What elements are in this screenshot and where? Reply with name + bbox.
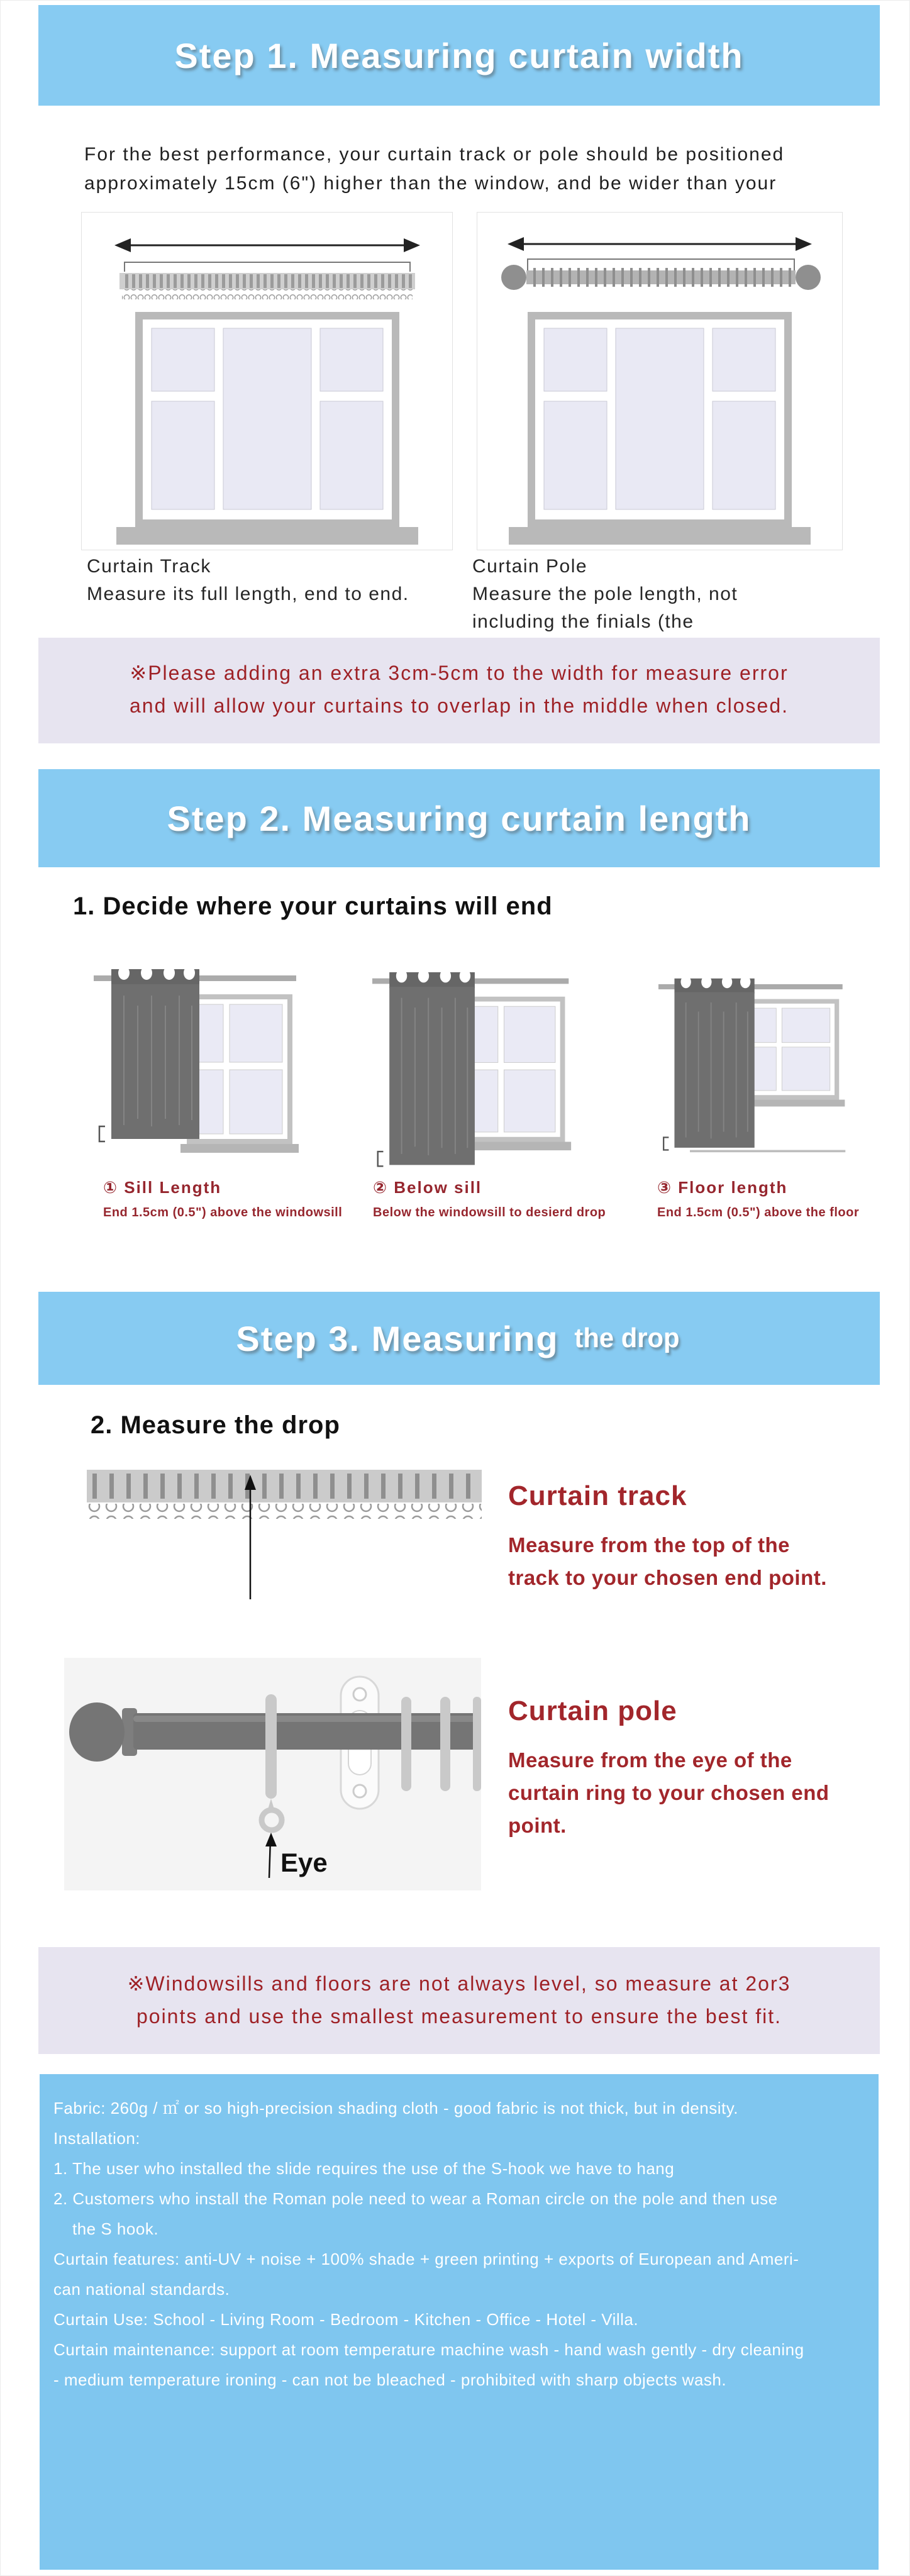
intro-line-2: approximately 15cm (6") higher than the window, and be wider than your [84, 173, 777, 194]
arrow-left-head [508, 237, 524, 251]
note1-line2: and will allow your curtains to overlap in the middle when closed. [129, 694, 789, 717]
pole-drop-illustration [64, 1658, 481, 1890]
window-pane [782, 1047, 830, 1091]
eye-label: Eye [280, 1848, 328, 1877]
window-sill [509, 527, 811, 545]
track-drop-text [508, 1480, 827, 1594]
pole-caption [472, 553, 738, 636]
track-drop-line2: track to your chosen end point. [508, 1566, 827, 1589]
option-caption-below-sill [373, 1177, 606, 1222]
window-pane [544, 401, 607, 509]
bracket-screw [353, 1785, 366, 1797]
curtain-ring [440, 1697, 450, 1791]
curtain-ring [401, 1697, 411, 1791]
step2-banner-title: Step 2. Measuring curtain length [167, 798, 752, 838]
grommet [396, 969, 407, 982]
track-caption [87, 553, 409, 608]
pole-drop-title: Curtain pole [508, 1696, 677, 1726]
track-drop-diagram [87, 1470, 482, 1602]
window-pane [544, 328, 607, 391]
grommet [418, 969, 429, 982]
option-label: ② Below sill [373, 1178, 482, 1197]
info-line: - medium temperature ironing - can not be bleached - prohibited with sharp objects wash. [53, 2370, 727, 2389]
window-pane [230, 1070, 282, 1134]
curtain-ring [473, 1697, 481, 1791]
pole-drop-line3: point. [508, 1814, 567, 1837]
pole-caption-line1: Measure the pole length, not [472, 584, 738, 604]
window-pane [197, 1070, 223, 1134]
track-caption-body: Measure its full length, end to end. [87, 584, 409, 604]
window-pane [197, 1004, 223, 1062]
arrow-right-head [404, 238, 420, 252]
option-desc: Below the windowsill to desierd drop [373, 1206, 606, 1219]
info-line: Curtain maintenance: support at room temperature machine wash - hand wash gently - dry cleaning [53, 2340, 804, 2359]
pole-drop-line1: Measure from the eye of the [508, 1748, 792, 1772]
note2-line1: ※Windowsills and floors are not always level, so measure at 2or3 [127, 1972, 791, 1995]
window-pane [713, 328, 775, 391]
measure-bracket [125, 262, 410, 272]
below-sill-diagram [372, 968, 574, 1175]
info-line: 1. The user who installed the slide requires the use of the S-hook we have to hang [53, 2159, 675, 2178]
ring-eye [262, 1810, 282, 1830]
window-sill [180, 1144, 299, 1153]
step3-heading: 2. Measure the drop [91, 1411, 340, 1439]
track-caption-title: Curtain Track [87, 556, 211, 577]
window-pane [504, 1070, 555, 1132]
arrow-left-head [114, 238, 131, 252]
pole-caption-title: Curtain Pole [472, 556, 588, 577]
info-line: Curtain features: anti-UV + noise + 100% shade + green printing + exports of European and Ameri- [53, 2250, 799, 2268]
sill-length-illustration [94, 968, 301, 1175]
pole-drop-text [508, 1695, 830, 1842]
info-line: Curtain Use: School - Living Room - Bedroom - Kitchen - Office - Hotel - Villa. [53, 2310, 639, 2329]
window-pane [472, 1006, 498, 1062]
window-pane [472, 1070, 498, 1132]
note2-line2: points and use the smallest measurement to ensure the best fit. [136, 2005, 782, 2028]
grommet [701, 975, 711, 988]
grommet [440, 969, 451, 982]
track-drop-illustration [87, 1470, 482, 1602]
grommet [722, 975, 732, 988]
length-bracket [99, 1126, 105, 1141]
intro-line-1: For the best performance, your curtain track or pole should be positioned [84, 144, 785, 165]
width-measure-note [38, 638, 880, 743]
step3-banner-subtitle: the drop [574, 1323, 680, 1353]
option-caption-floor-length [657, 1177, 859, 1222]
length-bracket [378, 1152, 384, 1166]
option-caption-sill-length [103, 1177, 342, 1222]
grommet [740, 975, 750, 988]
curtain-pole-window-diagram [477, 212, 843, 550]
window-pane [713, 401, 775, 509]
track-drop-title: Curtain track [508, 1480, 687, 1511]
pole-drop-line2: curtain ring to your chosen end [508, 1781, 830, 1804]
option-label: ① Sill Length [103, 1178, 222, 1197]
track-drop-line1: Measure from the top of the [508, 1533, 791, 1557]
floor-line [690, 1150, 845, 1153]
option-label: ③ Floor length [657, 1178, 788, 1197]
sill-length-diagram [94, 968, 301, 1175]
window-pane [230, 1004, 282, 1062]
curtain-ring [265, 1694, 277, 1799]
level-measure-note [38, 1947, 880, 2054]
info-line: 2. Customers who install the Roman pole need to wear a Roman circle on the pole and then use [53, 2189, 778, 2208]
track-ribs [122, 274, 413, 288]
pole-rings [528, 268, 794, 287]
track-hooks [87, 1504, 482, 1519]
window-pane [782, 1008, 830, 1043]
curtain-panel [674, 992, 754, 1148]
below-sill-illustration [372, 968, 574, 1175]
info-line: Fabric: 260g / ㎡ or so high-precision shading cloth - good fabric is not thick, but in density. [53, 2099, 738, 2118]
window-pane [752, 1008, 776, 1043]
step1-banner [38, 5, 880, 106]
step3-banner [38, 1292, 880, 1385]
pole-finial-right [796, 265, 821, 290]
curtain-track-window-diagram [81, 212, 453, 550]
info-line: can national standards. [53, 2280, 230, 2299]
step2-heading: 1. Decide where your curtains will end [73, 892, 553, 920]
window-pane [752, 1047, 776, 1091]
window-pane [152, 401, 214, 509]
pole-caption-line2: including the finials (the [472, 611, 694, 632]
pole-highlight [133, 1716, 481, 1722]
track-hooks [122, 289, 413, 299]
window-pane [223, 328, 311, 509]
window-sill [116, 527, 418, 545]
pole-drop-diagram [64, 1658, 481, 1890]
grommet [680, 975, 691, 988]
arrow-right-head [796, 237, 812, 251]
track-ribs [87, 1474, 482, 1499]
step2-banner [38, 769, 880, 867]
floor-length-diagram [658, 968, 847, 1175]
window-pane [504, 1006, 555, 1062]
eye-arrow-head [265, 1833, 277, 1846]
option-desc: End 1.5cm (0.5") above the windowsill [103, 1206, 343, 1219]
pole-finial [69, 1702, 125, 1762]
window-pane [320, 401, 383, 509]
pole-finial-left [501, 265, 526, 290]
window-pane [616, 328, 704, 509]
note1-line1: ※Please adding an extra 3cm-5cm to the width for measure error [130, 662, 789, 684]
window-pane [320, 328, 383, 391]
window-with-track-illustration [82, 213, 452, 550]
product-info-panel [40, 2074, 879, 2570]
window-with-pole-illustration [477, 213, 842, 550]
step1-banner-title: Step 1. Measuring curtain width [174, 35, 744, 75]
step1-intro [84, 140, 784, 198]
bracket-screw [353, 1688, 366, 1701]
step3-banner-title: Step 3. Measuring [236, 1318, 559, 1358]
window-pane [152, 328, 214, 391]
floor-length-illustration [658, 968, 847, 1175]
info-line: Installation: [53, 2129, 141, 2148]
length-bracket [663, 1138, 669, 1150]
option-desc: End 1.5cm (0.5") above the floor [657, 1206, 860, 1219]
grommet [460, 969, 470, 982]
info-line: the S hook. [72, 2219, 159, 2238]
